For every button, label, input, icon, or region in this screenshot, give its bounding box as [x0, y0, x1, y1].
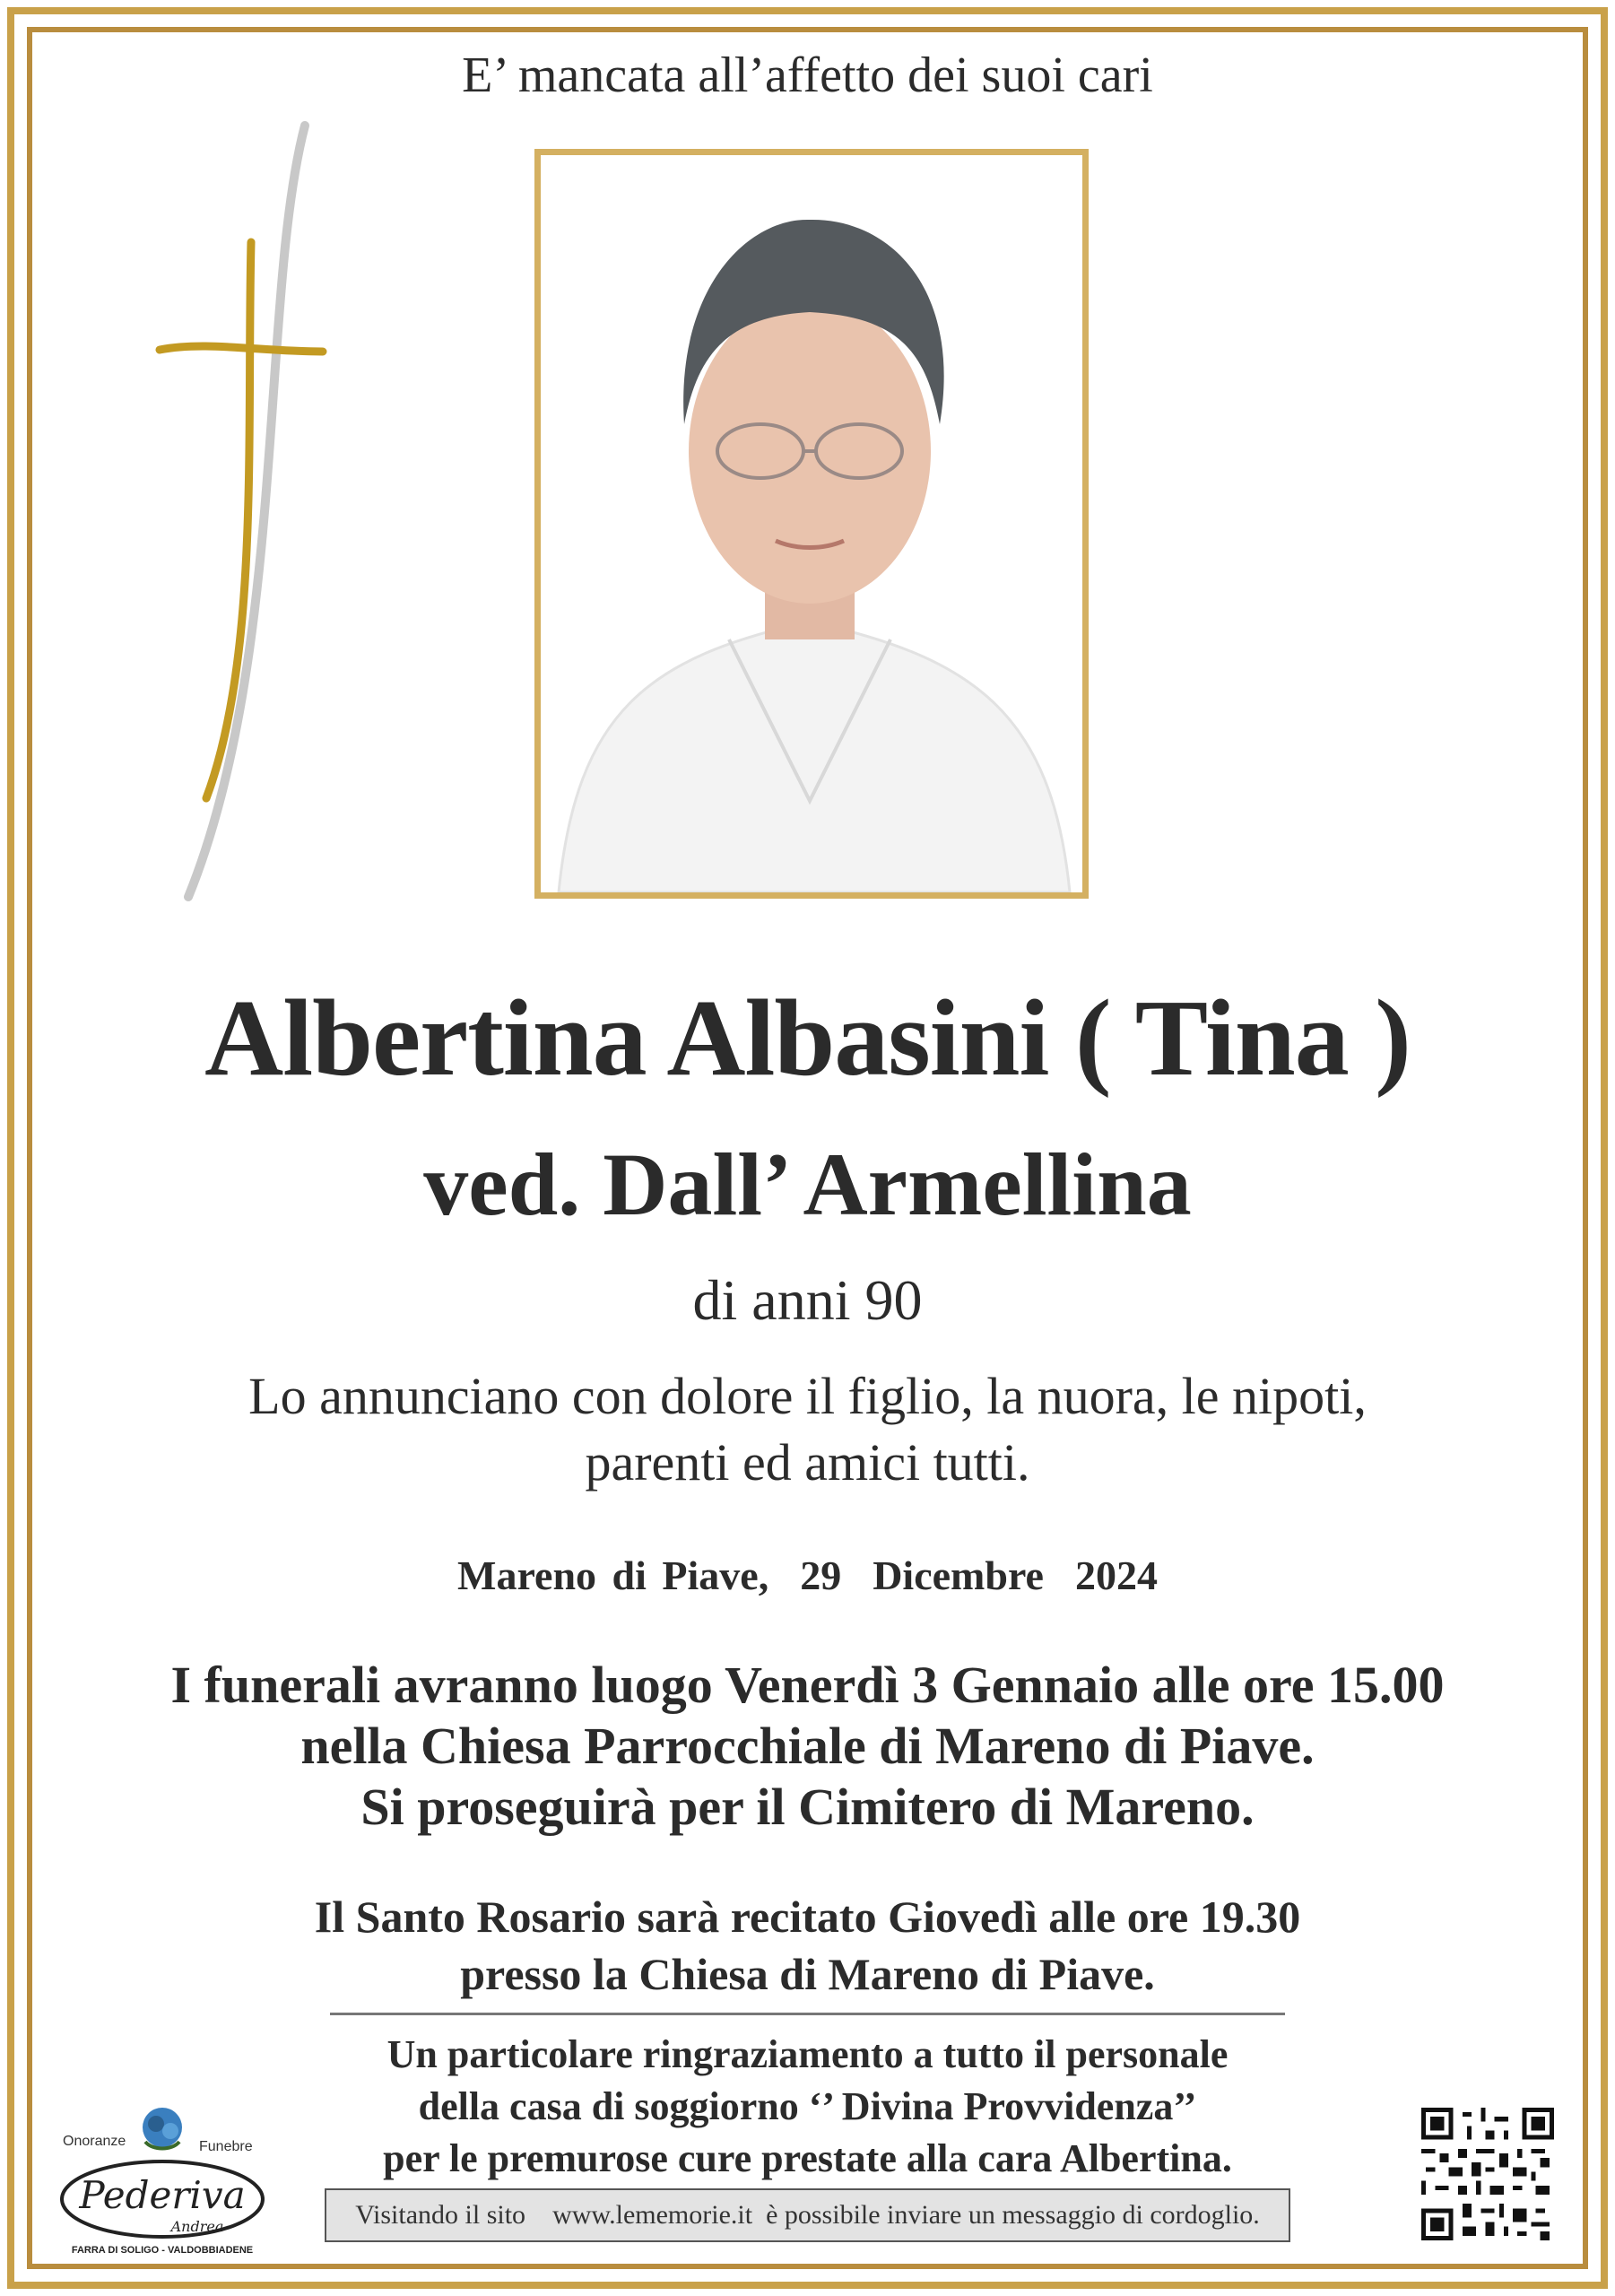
married-name: ved. Dall’ Armellina — [423, 1135, 1192, 1234]
visit-prefix: Visitando il sito — [355, 2200, 526, 2230]
announcement — [0, 1363, 1615, 1496]
announcement-line: Lo annunciano con dolore il figlio, la nuora, le nipoti, — [248, 1367, 1367, 1425]
condolence-box — [325, 2188, 1290, 2242]
intro-text: E’ mancata all’affetto dei suoi cari — [462, 48, 1153, 103]
cross-icon — [152, 117, 341, 906]
funeral-line: I funerali avranno luogo Venerdì 3 Gennaio alle ore 15.00 — [170, 1656, 1445, 1714]
thanks-line: Un particolare ringraziamento a tutto il personale — [386, 2032, 1229, 2076]
rosary-line: Il Santo Rosario sarà recitato Giovedì alle ore 19.30 — [314, 1892, 1301, 1942]
deceased-name: Albertina Albasini ( Tina ) — [204, 978, 1411, 1099]
logo-text-andrea: Andrea — [170, 2218, 224, 2235]
funeral-line: Si proseguirà per il Cimitero di Mareno. — [360, 1778, 1255, 1836]
website-link[interactable]: www.lememorie.it — [552, 2200, 753, 2230]
announcement-line: parenti ed amici tutti. — [585, 1433, 1030, 1492]
logo-text-location: FARRA DI SOLIGO - VALDOBBIADENE — [71, 2245, 254, 2256]
separator-line — [330, 2013, 1285, 2015]
qr-code-icon[interactable] — [1421, 2108, 1554, 2240]
rosary-line: presso la Chiesa di Mareno di Piave. — [460, 1949, 1155, 1999]
logo-text-onoranze: Onoranze — [63, 2134, 126, 2149]
age-text: di anni 90 — [692, 1268, 923, 1332]
funeral-home-logo — [56, 2099, 269, 2258]
thanks-line: della casa di soggiorno ‘’ Divina Provvidenza’’ — [418, 2084, 1197, 2128]
place-date: Mareno di Piave, 29 Dicembre 2024 — [457, 1552, 1158, 1598]
visit-suffix: è possibile inviare un messaggio di cordoglio. — [766, 2200, 1260, 2230]
logo-text-funebre: Funebre — [199, 2139, 253, 2154]
rosary-info — [0, 1888, 1615, 2003]
thanks-line: per le premurose cure prestate alla cara Albertina. — [383, 2136, 1232, 2180]
logo-text-pederiva: Pederiva — [79, 2173, 246, 2217]
funeral-line: nella Chiesa Parrocchiale di Mareno di Piave. — [300, 1717, 1315, 1775]
funeral-info — [0, 1655, 1615, 1838]
portrait-photo — [534, 149, 1089, 899]
